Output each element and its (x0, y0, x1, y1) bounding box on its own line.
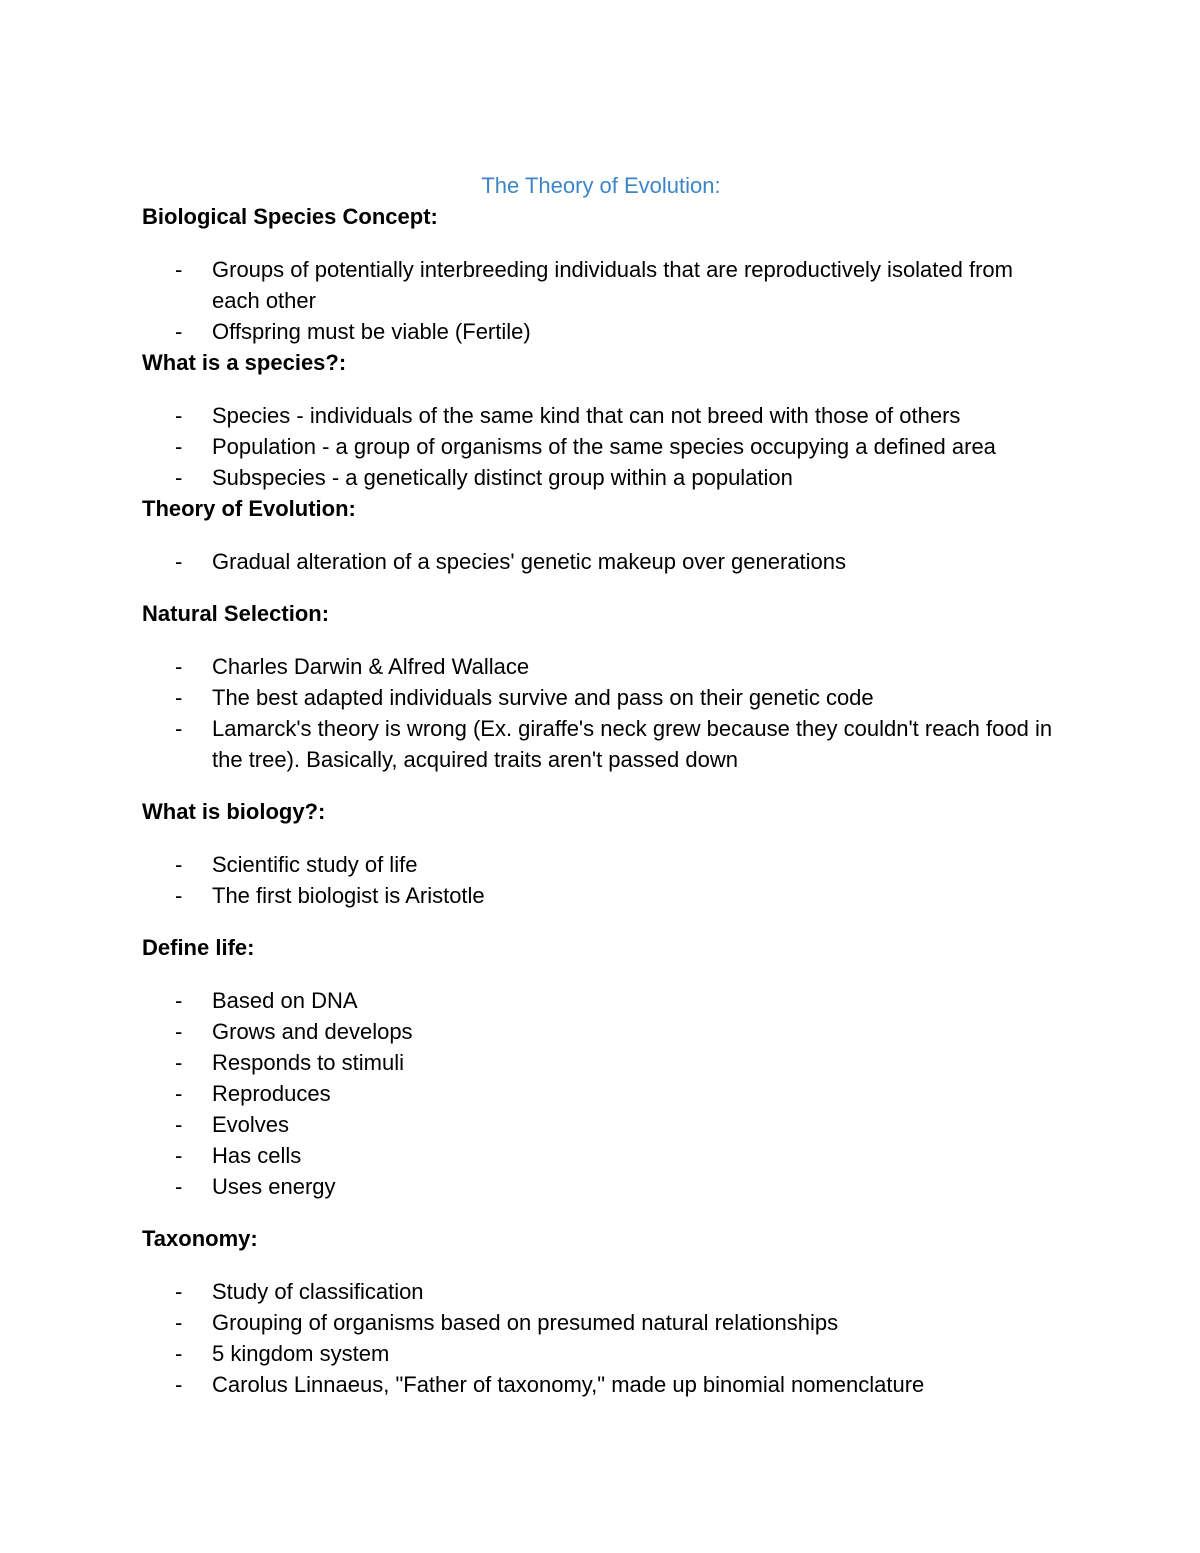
list-item-text: Lamarck's theory is wrong (Ex. giraffe's neck grew because they couldn't reach food in the tree). Basically, acquired traits aren't passed down (212, 716, 1053, 772)
bullet-marker: - (175, 1341, 183, 1366)
bullet-list (142, 651, 1062, 775)
list-item (142, 1109, 1062, 1140)
list-item-text: Gradual alteration of a species' genetic makeup over generations (212, 549, 847, 574)
section-heading: Natural Selection: (142, 601, 330, 626)
list-item-text: Grouping of organisms based on presumed natural relationships (212, 1310, 839, 1335)
bullet-marker: - (175, 1174, 183, 1199)
list-item (142, 849, 1062, 880)
list-item-text: Study of classification (212, 1279, 424, 1304)
list-item-text: Scientific study of life (212, 852, 418, 877)
bullet-marker: - (175, 1050, 183, 1075)
list-item (142, 1369, 1062, 1400)
section-heading: What is biology?: (142, 799, 326, 824)
list-item (142, 985, 1062, 1016)
bullet-marker: - (175, 1112, 183, 1137)
bullet-marker: - (175, 403, 183, 428)
list-item (142, 1171, 1062, 1202)
list-item (142, 431, 1062, 462)
list-item-text: Grows and develops (212, 1019, 413, 1044)
section-spacer (142, 775, 1062, 796)
bullet-marker: - (175, 1143, 183, 1168)
list-item-text: Carolus Linnaeus, "Father of taxonomy," made up binomial nomenclature (212, 1372, 925, 1397)
bullet-marker: - (175, 1310, 183, 1335)
section-heading: Taxonomy: (142, 1226, 258, 1251)
list-item-text: Has cells (212, 1143, 302, 1168)
bullet-marker: - (175, 654, 183, 679)
bullet-marker: - (175, 434, 183, 459)
sections-container (142, 201, 1062, 1400)
bullet-marker: - (175, 988, 183, 1013)
list-item (142, 1016, 1062, 1047)
list-item-text: Population - a group of organisms of the same species occupying a defined area (212, 434, 996, 459)
bullet-marker: - (175, 883, 183, 908)
bullet-marker: - (175, 716, 183, 741)
bullet-list (142, 400, 1062, 493)
list-item-text: Charles Darwin & Alfred Wallace (212, 654, 530, 679)
list-item (142, 400, 1062, 431)
list-item (142, 254, 1062, 316)
bullet-marker: - (175, 1372, 183, 1397)
list-item (142, 682, 1062, 713)
list-item (142, 462, 1062, 493)
list-item (142, 1078, 1062, 1109)
bullet-list (142, 1276, 1062, 1400)
document-body (142, 170, 1062, 1400)
list-item (142, 1338, 1062, 1369)
bullet-list (142, 254, 1062, 347)
list-item (142, 1140, 1062, 1171)
section-heading: What is a species?: (142, 350, 347, 375)
list-item-text: The best adapted individuals survive and pass on their genetic code (212, 685, 874, 710)
list-item (142, 1047, 1062, 1078)
list-item-text: Uses energy (212, 1174, 336, 1199)
list-item (142, 1276, 1062, 1307)
list-item-text: Evolves (212, 1112, 290, 1137)
section-spacer (142, 1202, 1062, 1223)
bullet-list (142, 849, 1062, 911)
list-item (142, 880, 1062, 911)
bullet-marker: - (175, 257, 183, 282)
bullet-marker: - (175, 1279, 183, 1304)
list-item-text: Species - individuals of the same kind that can not breed with those of others (212, 403, 961, 428)
bullet-marker: - (175, 1019, 183, 1044)
bullet-marker: - (175, 549, 183, 574)
bullet-marker: - (175, 852, 183, 877)
section-spacer (142, 911, 1062, 932)
bullet-marker: - (175, 685, 183, 710)
section-heading: Define life: (142, 935, 255, 960)
list-item (142, 546, 1062, 577)
section-heading: Theory of Evolution: (142, 496, 356, 521)
list-item-text: Reproduces (212, 1081, 331, 1106)
list-item-text: Groups of potentially interbreeding individuals that are reproductively isolated from each other (212, 257, 1013, 313)
list-item (142, 316, 1062, 347)
list-item-text: Based on DNA (212, 988, 358, 1013)
list-item (142, 713, 1062, 775)
list-item-text: The first biologist is Aristotle (212, 883, 485, 908)
list-item (142, 1307, 1062, 1338)
list-item-text: Responds to stimuli (212, 1050, 404, 1075)
page-title: The Theory of Evolution: (481, 173, 721, 198)
section-heading: Biological Species Concept: (142, 204, 438, 229)
bullet-marker: - (175, 1081, 183, 1106)
list-item (142, 651, 1062, 682)
bullet-list (142, 546, 1062, 577)
bullet-list (142, 985, 1062, 1202)
bullet-marker: - (175, 465, 183, 490)
bullet-marker: - (175, 319, 183, 344)
list-item-text: Offspring must be viable (Fertile) (212, 319, 531, 344)
list-item-text: 5 kingdom system (212, 1341, 390, 1366)
list-item-text: Subspecies - a genetically distinct group within a population (212, 465, 793, 490)
section-spacer (142, 577, 1062, 598)
